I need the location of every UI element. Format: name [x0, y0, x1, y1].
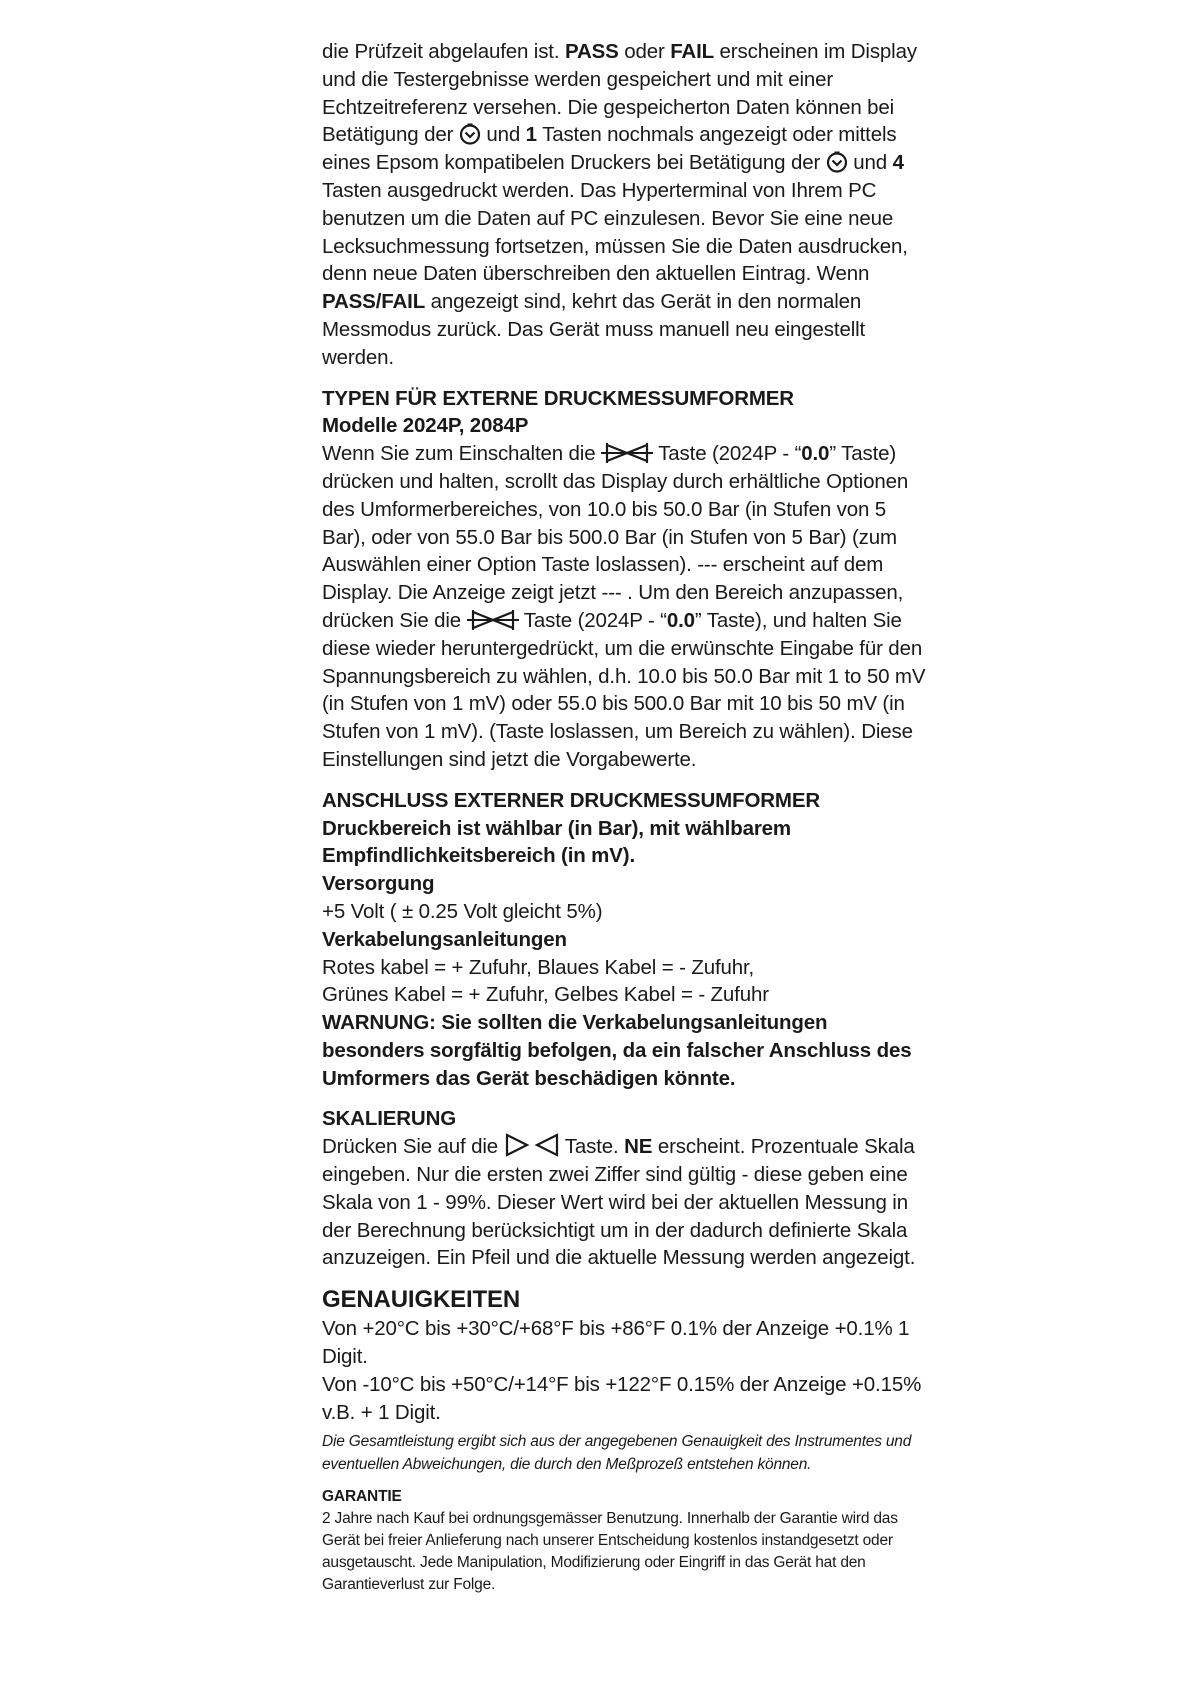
models-subheading: Modelle 2024P, 2084P: [322, 414, 529, 438]
scaling-paragraph: [322, 1133, 932, 1272]
valve-icon: [601, 442, 653, 464]
scaling-section: [322, 1105, 932, 1272]
warranty-section: [322, 1486, 932, 1596]
types-text: ” Taste), und halten Sie diese wieder heruntergedrückt, um die erwünschte Eingabe für den Spannungsbereich zu wählen, d.h. 10.0 bis 50.0 Bar mit 1 to 50 mV (in Stufen von 1 mV) oder 55.0 bis 500.0 Bar mit 10 bis 50 mV (in Stufen von 1 mV). (Taste loslassen, um Bereich zu wählen). Diese Einstellungen sind jetzt die Vorgabewerte.: [322, 608, 926, 771]
key-4-label: 4: [892, 151, 904, 175]
intro-paragraph: [322, 38, 932, 372]
fail-label: FAIL: [670, 40, 715, 63]
scaling-text: erscheint. Prozentuale Skala eingeben. Nur die ersten zwei Ziffer sind gültig - diese geben eine Skala von 1 - 99%. Dieser Wert wird bei der aktuellen Messung in der Berechnung berücksichtigt um in der dadurch definierte Skala anzuzeigen. Ein Pfeil und die aktuelle Messung werden angezeigt.: [322, 1135, 916, 1270]
types-text: Wenn Sie zum Einschalten die: [322, 442, 602, 466]
accuracy-note: Die Gesamtleistung ergibt sich aus der angegebenen Genauigkeit des Instrumentes und eventuellen Abweichungen, die durch den Meßprozeß entstehen können.: [322, 1433, 912, 1474]
accuracy-heading: GENAUIGKEITEN: [322, 1286, 521, 1314]
supply-label: Versorgung: [322, 872, 435, 896]
accuracy-line: Von +20°C bis +30°C/+68°F bis +86°F 0.1% der Anzeige +0.1% 1 Digit.: [322, 1317, 910, 1369]
scaling-text: Taste.: [559, 1135, 625, 1159]
supply-value: +5 Volt ( ± 0.25 Volt gleicht 5%): [322, 899, 603, 923]
warranty-heading: GARANTIE: [322, 1488, 402, 1506]
intro-text: und: [847, 151, 893, 175]
intro-text: die Prüfzeit abgelaufen ist.: [322, 40, 565, 63]
scaling-text: Drücken Sie auf die: [322, 1135, 504, 1159]
passfail-label: PASS/FAIL: [322, 290, 426, 314]
ne-label: NE: [624, 1135, 653, 1159]
accuracy-line: Von -10°C bis +50°C/+14°F bis +122°F 0.15% der Anzeige +0.15% v.B. + 1 Digit.: [322, 1372, 922, 1424]
zero-key-label: 0.0: [801, 442, 830, 466]
timer-icon: [826, 151, 848, 173]
key-1-label: 1: [525, 123, 537, 147]
types-heading: TYPEN FÜR EXTERNE DRUCKMESSUMFORMER: [322, 386, 794, 410]
scaling-heading: SKALIERUNG: [322, 1107, 457, 1131]
types-paragraph: [322, 440, 932, 774]
intro-text: angezeigt sind, kehrt das Gerät in den normalen Messmodus zurück. Das Gerät muss manuell neu eingestellt werden.: [322, 290, 866, 369]
intro-text: und: [480, 123, 526, 147]
timer-icon: [459, 123, 481, 145]
warranty-text: 2 Jahre nach Kauf bei ordnungsgemässer Benutzung. Innerhalb der Garantie wird das Gerät bei freier Anlieferung nach unserer Entscheidung kostenlos instandgesetzt oder ausgetauscht. Jede Manipulation, Modifizierung oder Eingriff in das Gerät hat den Garantieverlust zur Folge.: [322, 1510, 898, 1594]
manual-page: [322, 38, 932, 1596]
wiring-line: Rotes kabel = + Zufuhr, Blaues Kabel = - Zufuhr,: [322, 955, 755, 979]
pass-label: PASS: [564, 40, 619, 63]
intro-text: erscheinen im Display und die Testergebnisse werden gespeichert und mit einer Echtzeitreferenz versehen. Die gespeicherton Daten können bei Betätigung der: [322, 40, 917, 147]
intro-text: Tasten ausgedruckt werden. Das Hyperterminal von Ihrem PC benutzen um die Daten auf PC einzulesen. Bevor Sie eine neue Lecksuchmessung fortsetzen, müssen Sie die Daten ausdrucken, denn neue Daten überschreiben den aktuellen Eintrag. Wenn: [322, 178, 908, 286]
zero-key-label: 0.0: [666, 608, 695, 632]
intro-text: Tasten nochmals angezeigt oder mittels eines Epsom kompatibelen Druckers bei Betätigung der: [322, 123, 897, 175]
accuracy-section: [322, 1285, 932, 1476]
connection-section: [322, 787, 932, 1093]
connection-subheading: Druckbereich ist wählbar (in Bar), mit wählbarem Empfindlichkeitsbereich (in mV).: [322, 816, 791, 868]
types-section: [322, 385, 932, 774]
wiring-label: Verkabelungsanleitungen: [322, 927, 567, 951]
intro-text: oder: [618, 40, 671, 63]
types-text: Taste (2024P - “: [653, 442, 802, 466]
scale-triangles-icon: [504, 1133, 560, 1157]
types-text: ” Taste) drücken und halten, scrollt das Display durch erhältliche Optionen des Umformerbereiches, von 10.0 bis 50.0 Bar (in Stufen von 5 Bar), oder von 55.0 Bar bis 500.0 Bar (in Stufen von 5 Bar) (zum Auswählen einer Option Taste loslassen). --- erscheint auf dem Display. Die Anzeige zeigt jetzt --- . Um den Bereich anzupassen, drücken Sie die: [322, 442, 909, 632]
wiring-line: Grünes Kabel = + Zufuhr, Gelbes Kabel = - Zufuhr: [322, 983, 769, 1007]
valve-icon: [467, 609, 519, 631]
wiring-warning: WARNUNG: Sie sollten die Verkabelungsanleitungen besonders sorgfältig befolgen, da ein falscher Anschluss des Umformers das Gerät beschädigen könnte.: [322, 1011, 912, 1090]
connection-heading: ANSCHLUSS EXTERNER DRUCKMESSUMFORMER: [322, 788, 821, 812]
types-text: Taste (2024P - “: [518, 608, 667, 632]
